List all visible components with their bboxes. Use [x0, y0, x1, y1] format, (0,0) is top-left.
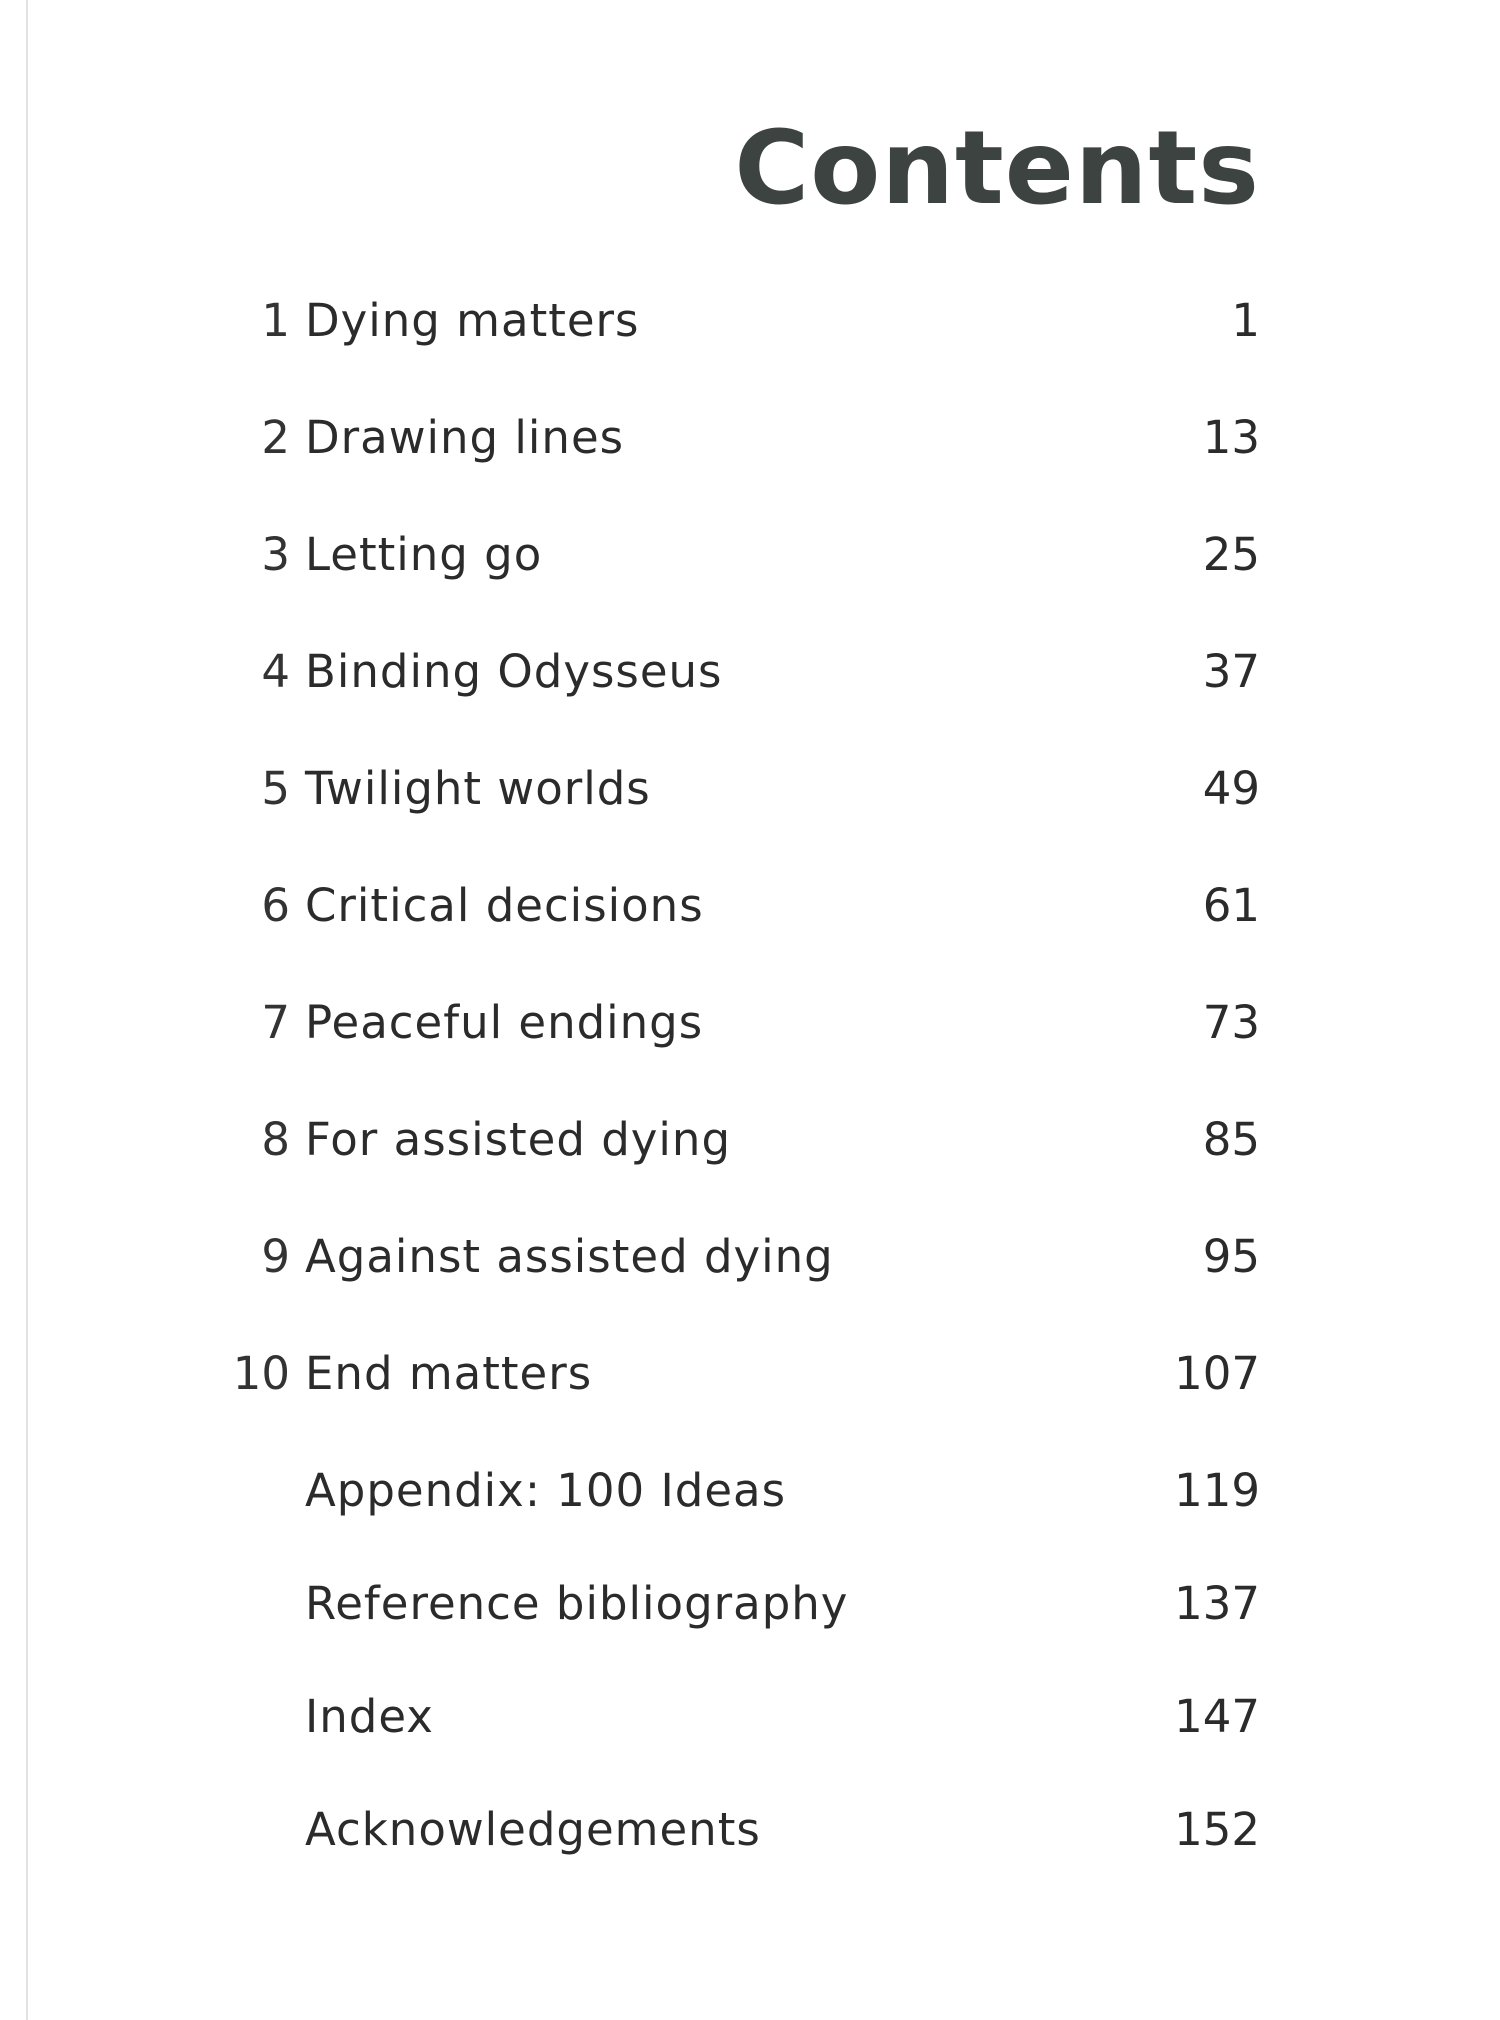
chapter-number: 7 [261, 996, 290, 1049]
toc-entry[interactable] [210, 1781, 1260, 1894]
toc-entry[interactable] [210, 857, 1260, 974]
section-title: Acknowledgements [305, 1803, 761, 1856]
page-number: 137 [1174, 1577, 1260, 1630]
chapter-number: 8 [261, 1113, 290, 1166]
chapter-title: End matters [305, 1347, 593, 1400]
chapter-title: Binding Odysseus [305, 645, 723, 698]
toc-entry[interactable] [210, 623, 1260, 740]
toc-entry[interactable] [210, 1442, 1260, 1555]
chapter-number: 5 [261, 762, 290, 815]
page-number: 73 [1202, 996, 1260, 1049]
toc-entry[interactable] [210, 1555, 1260, 1668]
chapter-number: 9 [261, 1230, 290, 1283]
chapter-title: For assisted dying [305, 1113, 732, 1166]
chapter-title: Against assisted dying [305, 1230, 834, 1283]
page-number: 147 [1174, 1690, 1260, 1743]
chapter-number: 10 [232, 1347, 290, 1400]
section-title: Reference bibliography [305, 1577, 849, 1630]
chapter-number: 1 [261, 294, 290, 347]
toc-entry[interactable] [210, 974, 1260, 1091]
chapter-title: Letting go [305, 528, 543, 581]
page-number: 49 [1202, 762, 1260, 815]
toc-entry[interactable] [210, 740, 1260, 857]
contents-title: Contents [734, 109, 1260, 228]
toc-entry[interactable] [210, 1668, 1260, 1781]
section-title: Index [305, 1690, 434, 1743]
page-number: 13 [1202, 411, 1260, 464]
table-of-contents [210, 272, 1260, 1894]
section-title: Appendix: 100 Ideas [305, 1464, 787, 1517]
toc-entry[interactable] [210, 1325, 1260, 1442]
toc-entry[interactable] [210, 506, 1260, 623]
toc-entry[interactable] [210, 1091, 1260, 1208]
chapter-title: Dying matters [305, 294, 640, 347]
page-number: 1 [1231, 294, 1260, 347]
chapter-number: 4 [261, 645, 290, 698]
chapter-title: Peaceful endings [305, 996, 704, 1049]
chapter-number: 3 [261, 528, 290, 581]
page-number: 152 [1174, 1803, 1260, 1856]
page-number: 107 [1174, 1347, 1260, 1400]
page-number: 25 [1202, 528, 1260, 581]
toc-entry[interactable] [210, 272, 1260, 389]
page-number: 61 [1202, 879, 1260, 932]
toc-entry[interactable] [210, 1208, 1260, 1325]
page-number: 95 [1202, 1230, 1260, 1283]
page-edge [26, 0, 28, 2020]
toc-entry[interactable] [210, 389, 1260, 506]
chapter-title: Twilight worlds [305, 762, 651, 815]
page-number: 85 [1202, 1113, 1260, 1166]
chapter-number: 6 [261, 879, 290, 932]
chapter-number: 2 [261, 411, 290, 464]
page-number: 119 [1174, 1464, 1260, 1517]
chapter-title: Drawing lines [305, 411, 625, 464]
page-number: 37 [1202, 645, 1260, 698]
chapter-title: Critical decisions [305, 879, 704, 932]
